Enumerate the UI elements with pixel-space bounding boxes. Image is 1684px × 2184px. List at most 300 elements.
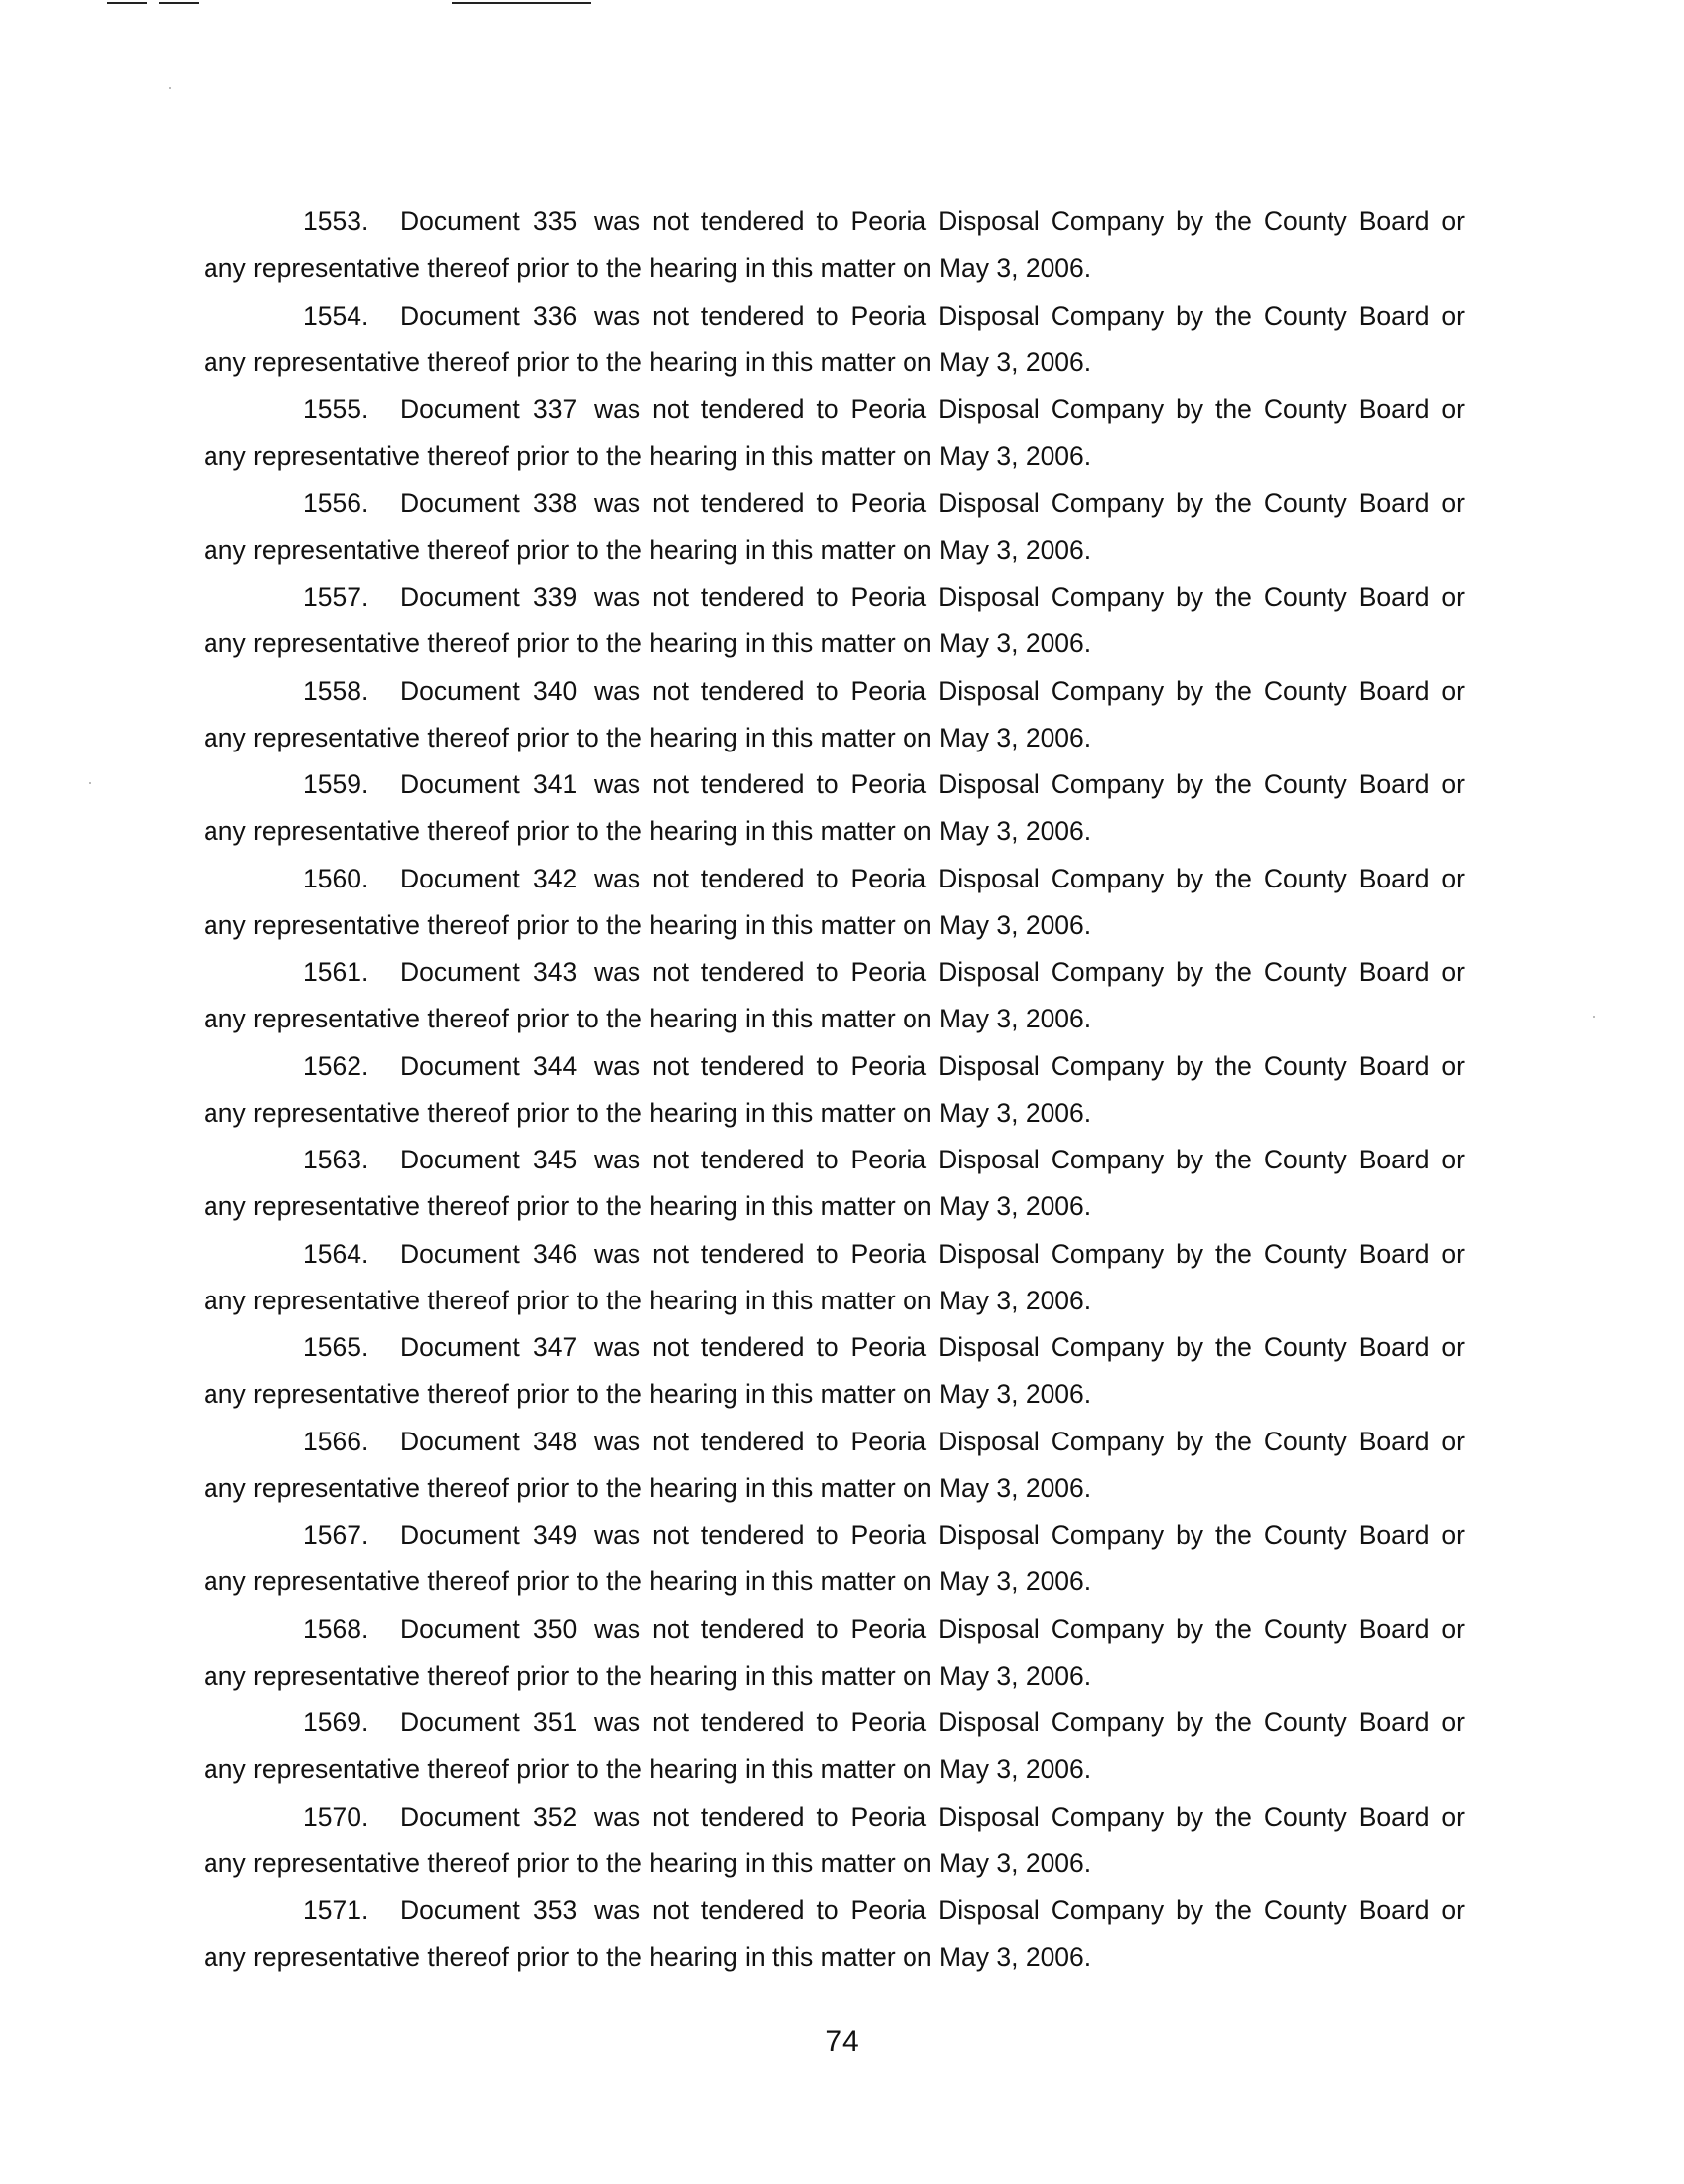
numbered-paragraph [204,1231,1465,1325]
word: or [1441,863,1465,893]
word: not [652,1895,689,1925]
word: to [816,206,839,236]
word: tendered [700,1050,805,1081]
word: Company [1051,300,1165,331]
word: to [816,863,839,893]
word: Disposal [938,300,1040,331]
page-number: 74 [825,2025,859,2058]
word: Board [1358,300,1430,331]
word: Company [1051,957,1165,987]
word: or [1441,957,1465,987]
word: the [1215,1801,1252,1832]
paragraph-second-line: any representative thereof prior to the hearing in this matter on May 3, 2006. [204,534,1092,565]
word: was [594,1520,641,1550]
word: tendered [700,394,805,424]
paragraph-line1-text [594,386,1465,433]
word: Peoria [850,1050,927,1081]
word: Peoria [850,1895,927,1925]
paragraph-line1-text [594,856,1465,902]
document-label: Document [400,1238,520,1269]
numbered-paragraph [204,574,1465,668]
word: Company [1051,1895,1165,1925]
word: was [594,1801,641,1832]
paragraph-number: 1553. [303,206,369,236]
word: Company [1051,863,1165,893]
word: not [652,863,689,893]
scan-artifact-dot [89,782,91,784]
word: to [816,1801,839,1832]
word: the [1215,1613,1252,1644]
word: to [816,1895,839,1925]
document-body [204,199,1465,1981]
document-number: 336 [533,300,578,331]
paragraph-second-line: any representative thereof prior to the hearing in this matter on May 3, 2006. [204,253,1092,283]
numbered-paragraph [204,1700,1465,1794]
word: County [1263,582,1347,612]
paragraph-line1-text [594,1700,1465,1746]
paragraph-line1-text [594,1043,1465,1090]
document-label: Document [400,863,520,893]
document-number: 346 [533,1238,578,1269]
paragraph-first-line [204,386,1465,433]
word: was [594,863,641,893]
word: tendered [700,300,805,331]
word: tendered [700,1238,805,1269]
word: not [652,1520,689,1550]
word: not [652,487,689,518]
word: was [594,1895,641,1925]
paragraph-number: 1558. [303,675,369,706]
word: County [1263,394,1347,424]
word: not [652,582,689,612]
word: Peoria [850,1520,927,1550]
word: Company [1051,582,1165,612]
word: to [816,1520,839,1550]
word: Disposal [938,1426,1040,1456]
word: by [1176,1238,1204,1269]
word: by [1176,1613,1204,1644]
word: County [1263,1332,1347,1362]
paragraph-second-line: any representative thereof prior to the hearing in this matter on May 3, 2006. [204,816,1092,846]
paragraph-number: 1556. [303,487,369,518]
word: tendered [700,957,805,987]
word: by [1176,1426,1204,1456]
document-number: 347 [533,1332,578,1362]
paragraph-number: 1557. [303,582,369,612]
word: was [594,1613,641,1644]
word: the [1215,769,1252,799]
document-label: Document [400,582,520,612]
numbered-paragraph [204,949,1465,1043]
paragraph-number: 1563. [303,1145,369,1174]
word: or [1441,1332,1465,1362]
numbered-paragraph [204,386,1465,480]
paragraph-first-line [204,761,1465,808]
word: Board [1358,206,1430,236]
word: County [1263,487,1347,518]
word: Peoria [850,769,927,799]
word: Board [1358,863,1430,893]
paragraph-number: 1567. [303,1520,369,1550]
paragraph-first-line [204,1419,1465,1465]
word: or [1441,1895,1465,1925]
word: Disposal [938,1050,1040,1081]
word: was [594,1332,641,1362]
word: Board [1358,582,1430,612]
word: tendered [700,1613,805,1644]
word: to [816,769,839,799]
word: was [594,1050,641,1081]
document-number: 340 [533,675,578,706]
word: Board [1358,394,1430,424]
word: Peoria [850,1238,927,1269]
word: County [1263,1426,1347,1456]
numbered-paragraph [204,1043,1465,1138]
document-label: Document [400,675,520,706]
word: County [1263,300,1347,331]
word: was [594,206,641,236]
word: Peoria [850,206,927,236]
word: Board [1358,1801,1430,1832]
word: by [1176,300,1204,331]
word: the [1215,206,1252,236]
word: by [1176,675,1204,706]
word: Disposal [938,863,1040,893]
paragraph-line1-text [594,1512,1465,1559]
word: Board [1358,1895,1430,1925]
paragraph-first-line [204,574,1465,620]
document-label: Document [400,1895,520,1925]
document-label: Document [400,487,520,518]
paragraph-number: 1571. [303,1895,369,1925]
word: by [1176,863,1204,893]
word: the [1215,1238,1252,1269]
numbered-paragraph [204,761,1465,856]
word: tendered [700,1801,805,1832]
word: County [1263,1520,1347,1550]
document-label: Document [400,1145,520,1174]
scan-artifact-dot [1593,1016,1595,1018]
word: County [1263,957,1347,987]
paragraph-second-line: any representative thereof prior to the hearing in this matter on May 3, 2006. [204,1191,1092,1221]
word: or [1441,1801,1465,1832]
word: the [1215,1145,1252,1174]
numbered-paragraph [204,668,1465,762]
word: was [594,300,641,331]
word: Board [1358,1426,1430,1456]
document-label: Document [400,1613,520,1644]
word: Peoria [850,1613,927,1644]
paragraph-first-line [204,1794,1465,1841]
paragraph-second-line: any representative thereof prior to the hearing in this matter on May 3, 2006. [204,1285,1092,1315]
paragraph-line1-text [594,1231,1465,1278]
word: the [1215,582,1252,612]
word: Disposal [938,394,1040,424]
word: Disposal [938,1707,1040,1737]
document-number: 350 [533,1613,578,1644]
document-label: Document [400,957,520,987]
word: Board [1358,957,1430,987]
paragraph-line1-text [594,1419,1465,1465]
document-number: 349 [533,1520,578,1550]
paragraph-first-line [204,1137,1465,1183]
word: Disposal [938,769,1040,799]
paragraph-first-line [204,480,1465,527]
numbered-paragraph [204,1419,1465,1513]
numbered-paragraph [204,1606,1465,1701]
word: Board [1358,1050,1430,1081]
document-number: 342 [533,863,578,893]
paragraph-first-line [204,293,1465,340]
word: Company [1051,394,1165,424]
word: not [652,300,689,331]
scan-artifact-dot [169,87,171,89]
numbered-paragraph [204,1794,1465,1888]
word: Company [1051,1238,1165,1269]
paragraph-first-line [204,949,1465,996]
scan-artifact-line [159,2,199,4]
word: not [652,1145,689,1174]
paragraph-line1-text [594,574,1465,620]
word: tendered [700,1707,805,1737]
word: tendered [700,206,805,236]
document-number: 343 [533,957,578,987]
numbered-paragraph [204,1324,1465,1419]
word: the [1215,1050,1252,1081]
word: County [1263,769,1347,799]
word: not [652,769,689,799]
paragraph-second-line: any representative thereof prior to the hearing in this matter on May 3, 2006. [204,1004,1092,1033]
paragraph-first-line [204,856,1465,902]
paragraph-first-line [204,1887,1465,1934]
paragraph-first-line [204,668,1465,715]
numbered-paragraph [204,199,1465,293]
document-number: 352 [533,1801,578,1832]
word: Peoria [850,582,927,612]
numbered-paragraph [204,293,1465,387]
paragraph-number: 1554. [303,300,369,331]
word: County [1263,1238,1347,1269]
word: to [816,1613,839,1644]
word: Peoria [850,675,927,706]
document-label: Document [400,1332,520,1362]
paragraph-line1-text [594,668,1465,715]
document-label: Document [400,1801,520,1832]
paragraph-second-line: any representative thereof prior to the hearing in this matter on May 3, 2006. [204,1847,1092,1878]
paragraph-number: 1568. [303,1613,369,1644]
word: by [1176,1895,1204,1925]
paragraph-number: 1559. [303,769,369,799]
word: by [1176,1050,1204,1081]
word: tendered [700,1332,805,1362]
word: by [1176,1801,1204,1832]
word: Peoria [850,487,927,518]
word: was [594,487,641,518]
word: County [1263,1050,1347,1081]
document-label: Document [400,300,520,331]
word: to [816,1145,839,1174]
paragraph-second-line: any representative thereof prior to the hearing in this matter on May 3, 2006. [204,1942,1092,1972]
word: Disposal [938,487,1040,518]
word: tendered [700,487,805,518]
word: not [652,1332,689,1362]
paragraph-number: 1562. [303,1050,369,1081]
paragraph-second-line: any representative thereof prior to the hearing in this matter on May 3, 2006. [204,628,1092,658]
paragraph-first-line [204,199,1465,245]
word: to [816,300,839,331]
word: tendered [700,1895,805,1925]
word: the [1215,1332,1252,1362]
word: the [1215,957,1252,987]
paragraph-second-line: any representative thereof prior to the hearing in this matter on May 3, 2006. [204,1472,1092,1503]
paragraph-second-line: any representative thereof prior to the hearing in this matter on May 3, 2006. [204,722,1092,752]
word: Board [1358,1520,1430,1550]
paragraph-first-line [204,1324,1465,1371]
numbered-paragraph [204,480,1465,575]
word: or [1441,1238,1465,1269]
document-label: Document [400,1707,520,1737]
word: to [816,1238,839,1269]
word: to [816,582,839,612]
word: or [1441,206,1465,236]
paragraph-second-line: any representative thereof prior to the hearing in this matter on May 3, 2006. [204,1660,1092,1691]
word: Company [1051,769,1165,799]
word: not [652,1426,689,1456]
word: tendered [700,675,805,706]
word: County [1263,1145,1347,1174]
word: Disposal [938,206,1040,236]
word: Company [1051,1520,1165,1550]
document-number: 339 [533,582,578,612]
word: Disposal [938,1801,1040,1832]
paragraph-first-line [204,1512,1465,1559]
word: Company [1051,675,1165,706]
word: Company [1051,1707,1165,1737]
word: or [1441,769,1465,799]
word: Board [1358,1613,1430,1644]
paragraph-second-line: any representative thereof prior to the hearing in this matter on May 3, 2006. [204,441,1092,471]
word: not [652,1801,689,1832]
word: by [1176,1145,1204,1174]
word: Board [1358,1238,1430,1269]
word: County [1263,1801,1347,1832]
word: Company [1051,1426,1165,1456]
word: tendered [700,1145,805,1174]
paragraph-second-line: any representative thereof prior to the hearing in this matter on May 3, 2006. [204,1097,1092,1128]
word: was [594,1145,641,1174]
word: Disposal [938,1332,1040,1362]
word: Peoria [850,394,927,424]
word: Peoria [850,1707,927,1737]
word: or [1441,1707,1465,1737]
word: County [1263,1613,1347,1644]
word: tendered [700,769,805,799]
word: not [652,957,689,987]
word: Disposal [938,582,1040,612]
paragraph-line1-text [594,949,1465,996]
scan-artifact-line [452,2,591,4]
paragraph-first-line [204,1043,1465,1090]
document-label: Document [400,394,520,424]
word: Disposal [938,1238,1040,1269]
word: tendered [700,1520,805,1550]
word: Company [1051,1332,1165,1362]
document-label: Document [400,206,520,236]
word: to [816,1426,839,1456]
word: by [1176,394,1204,424]
document-label: Document [400,1426,520,1456]
paragraph-number: 1564. [303,1238,369,1269]
word: Company [1051,206,1165,236]
paragraph-number: 1555. [303,394,369,424]
word: by [1176,957,1204,987]
word: to [816,957,839,987]
paragraph-number: 1569. [303,1707,369,1737]
word: not [652,1238,689,1269]
word: was [594,1426,641,1456]
word: Company [1051,1613,1165,1644]
word: Board [1358,1707,1430,1737]
document-label: Document [400,1050,520,1081]
numbered-paragraph [204,1887,1465,1981]
word: was [594,675,641,706]
word: Peoria [850,300,927,331]
word: County [1263,863,1347,893]
word: County [1263,675,1347,706]
paragraph-second-line: any representative thereof prior to the hearing in this matter on May 3, 2006. [204,1754,1092,1784]
word: or [1441,1520,1465,1550]
word: the [1215,675,1252,706]
word: or [1441,1050,1465,1081]
word: Disposal [938,675,1040,706]
word: the [1215,487,1252,518]
word: to [816,394,839,424]
paragraph-number: 1566. [303,1426,369,1456]
word: by [1176,1332,1204,1362]
document-number: 337 [533,394,578,424]
paragraph-number: 1560. [303,863,369,893]
word: Peoria [850,1332,927,1362]
word: the [1215,863,1252,893]
word: or [1441,394,1465,424]
word: County [1263,206,1347,236]
word: Peoria [850,863,927,893]
word: County [1263,1895,1347,1925]
word: Board [1358,675,1430,706]
word: tendered [700,1426,805,1456]
word: the [1215,1520,1252,1550]
word: Company [1051,1145,1165,1174]
word: Peoria [850,1801,927,1832]
word: Peoria [850,1426,927,1456]
word: Board [1358,769,1430,799]
paragraph-line1-text [594,1324,1465,1371]
document-label: Document [400,769,520,799]
paragraph-second-line: any representative thereof prior to the hearing in this matter on May 3, 2006. [204,909,1092,940]
word: was [594,1707,641,1737]
word: by [1176,1707,1204,1737]
word: by [1176,582,1204,612]
paragraph-number: 1561. [303,957,369,987]
word: was [594,582,641,612]
paragraph-line1-text [594,1887,1465,1934]
word: was [594,1238,641,1269]
word: Disposal [938,1895,1040,1925]
paragraph-second-line: any representative thereof prior to the hearing in this matter on May 3, 2006. [204,346,1092,377]
numbered-paragraph [204,1512,1465,1606]
word: Disposal [938,1613,1040,1644]
word: Board [1358,487,1430,518]
